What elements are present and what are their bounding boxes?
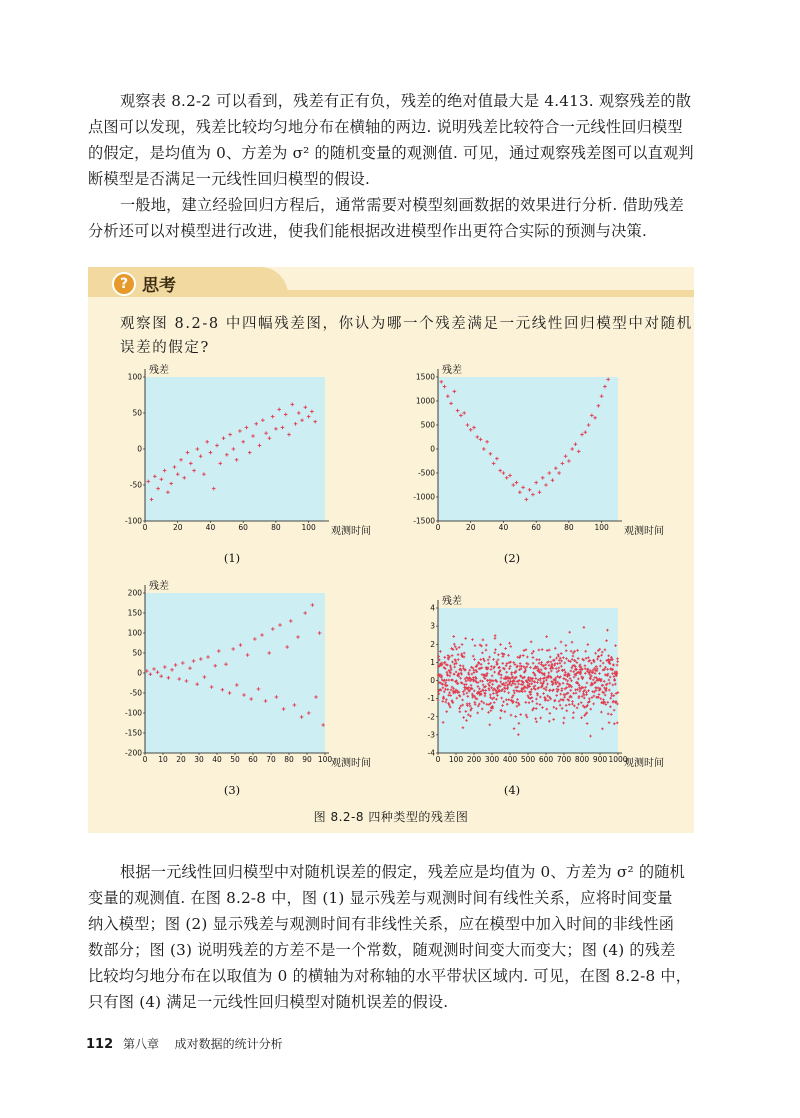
x-axis-label: 观测时间: [331, 526, 371, 537]
y-tick-label: 500: [420, 420, 435, 430]
x-tick-label: 30: [194, 755, 204, 764]
x-tick-label: 0: [142, 523, 148, 532]
y-axis-label: 残差: [149, 365, 169, 376]
x-tick-label: 0: [142, 755, 148, 764]
chapter-label: 第八章: [122, 1037, 159, 1051]
page-number: 112: [86, 1037, 114, 1052]
x-tick-label: 800: [574, 755, 590, 764]
x-tick-label: 200: [466, 755, 482, 764]
text-line: 观察表 8.2-2 可以看到，残差有正有负，残差的绝对值最大是 4.413. 观察残差的散: [120, 92, 692, 110]
text-line: 根据一元线性回归模型中对随机误差的假定，残差应是均值为 0、方差为 σ² 的随机: [120, 863, 685, 881]
y-tick-label: 150: [127, 608, 142, 618]
y-tick-label: 0: [137, 668, 142, 678]
text-line: 点图可以发现，残差比较均匀地分布在横轴的两边. 说明残差比较符合一元线性回归模型: [88, 118, 683, 136]
x-tick-label: 80: [271, 523, 281, 532]
x-tick-label: 20: [172, 523, 183, 532]
x-tick-label: 20: [465, 523, 476, 532]
think-title: 思考: [142, 276, 176, 296]
panel-label: (3): [223, 783, 241, 797]
text-line: 一般地，建立经验回归方程后，通常需要对模型刻画数据的效果进行分析. 借助残差: [120, 196, 685, 214]
y-tick-label: 4: [430, 603, 435, 613]
x-axis-label: 观测时间: [331, 758, 371, 769]
residual-plot-4: [428, 594, 664, 797]
y-axis-label: 残差: [149, 581, 169, 592]
x-tick-label: 0: [435, 755, 441, 764]
x-tick-label: 80: [564, 523, 574, 532]
panel-label: (1): [223, 551, 241, 565]
y-tick-label: -2: [427, 712, 435, 722]
y-tick-label: 100: [127, 372, 142, 382]
y-tick-label: 2: [430, 639, 435, 649]
x-tick-label: 100: [317, 755, 333, 764]
y-axis-label: 残差: [442, 596, 462, 607]
y-axis-label: 残差: [442, 365, 462, 376]
x-tick-label: 700: [556, 755, 572, 764]
page-footer: [86, 1035, 283, 1052]
y-tick-label: -1500: [413, 516, 435, 526]
y-tick-label: 3: [430, 621, 435, 631]
x-tick-label: 1000: [608, 755, 628, 764]
y-tick-label: -150: [124, 728, 142, 738]
x-tick-label: 400: [502, 755, 518, 764]
x-tick-label: 40: [205, 523, 216, 532]
y-tick-label: 0: [430, 444, 435, 454]
residual-plot-2: [413, 363, 664, 565]
panel-label: (2): [503, 551, 521, 565]
y-tick-label: -4: [427, 748, 435, 758]
y-tick-label: -3: [427, 730, 435, 740]
paragraph-3: [88, 859, 706, 1015]
y-tick-label: 50: [132, 408, 142, 418]
y-tick-label: -1: [427, 694, 435, 704]
y-tick-label: 200: [127, 588, 142, 598]
x-tick-label: 500: [520, 755, 536, 764]
x-tick-label: 100: [594, 523, 609, 532]
y-tick-label: 0: [137, 444, 142, 454]
text-line: 比较均匀地分布在以取值为 0 的横轴为对称轴的水平带状区域内. 可见，在图 8.2-8 中，: [88, 967, 692, 985]
figure-caption: 图 8.2-8 四种类型的残差图: [313, 810, 469, 824]
x-tick-label: 20: [176, 755, 186, 764]
y-tick-label: -200: [124, 748, 142, 758]
chapter-title: 成对数据的统计分析: [174, 1037, 283, 1051]
y-tick-label: 100: [127, 628, 142, 638]
x-tick-label: 100: [448, 755, 464, 764]
x-tick-label: 50: [230, 755, 240, 764]
x-tick-label: 10: [158, 755, 168, 764]
x-tick-label: 100: [301, 523, 316, 532]
text-line: 观察图 8.2-8 中四幅残差图，你认为哪一个残差满足一元线性回归模型中对随机: [120, 316, 693, 332]
x-tick-label: 0: [435, 523, 441, 532]
plot-area: [145, 593, 325, 753]
x-tick-label: 60: [248, 755, 258, 764]
text-line: 变量的观测值. 在图 8.2-8 中，图 (1) 显示残差与观测时间有线性关系，应将时间变量: [88, 889, 673, 907]
x-tick-label: 40: [212, 755, 222, 764]
x-axis-label: 观测时间: [624, 526, 664, 537]
text-line: 误差的假定?: [120, 340, 210, 356]
x-axis-label: 观测时间: [624, 758, 664, 769]
y-tick-label: -50: [129, 480, 142, 490]
text-line: 只有图 (4) 满足一元线性回归模型对随机误差的假设.: [88, 993, 449, 1011]
y-tick-label: -100: [124, 708, 142, 718]
y-tick-label: 1500: [415, 372, 435, 382]
x-tick-label: 90: [302, 755, 312, 764]
x-tick-label: 70: [266, 755, 276, 764]
y-tick-label: -1000: [413, 492, 435, 502]
panel-label: (4): [503, 783, 521, 797]
text-line: 分析还可以对模型进行改进，使我们能根据改进模型作出更符合实际的预测与决策.: [88, 222, 647, 240]
question-icon: ?: [112, 272, 136, 296]
text-line: 数部分；图 (3) 说明残差的方差不是一个常数，随观测时间变大而变大；图 (4) 的残差: [88, 941, 676, 959]
y-tick-label: -100: [124, 516, 142, 526]
y-tick-label: 50: [132, 648, 142, 658]
x-tick-label: 60: [238, 523, 248, 532]
x-tick-label: 300: [484, 755, 500, 764]
text-line: 纳入模型；图 (2) 显示残差与观测时间有非线性关系，应在模型中加入时间的非线性函: [88, 915, 675, 933]
x-tick-label: 40: [498, 523, 509, 532]
x-tick-label: 900: [592, 755, 608, 764]
y-tick-label: 0: [430, 676, 435, 685]
y-tick-label: 1000: [415, 396, 435, 406]
residual-plot-1: [125, 363, 371, 565]
text-line: 的假定，是均值为 0、方差为 σ² 的随机变量的观测值. 可见，通过观察残差图可以直观判: [88, 144, 694, 162]
y-tick-label: -500: [417, 468, 435, 478]
y-tick-label: -50: [129, 688, 142, 698]
residual-plot-3: [125, 579, 371, 797]
x-tick-label: 600: [538, 755, 554, 764]
y-tick-label: 1: [430, 657, 435, 667]
text-line: 断模型是否满足一元线性回归模型的假设.: [88, 170, 371, 188]
x-tick-label: 80: [284, 755, 294, 764]
x-tick-label: 60: [531, 523, 541, 532]
